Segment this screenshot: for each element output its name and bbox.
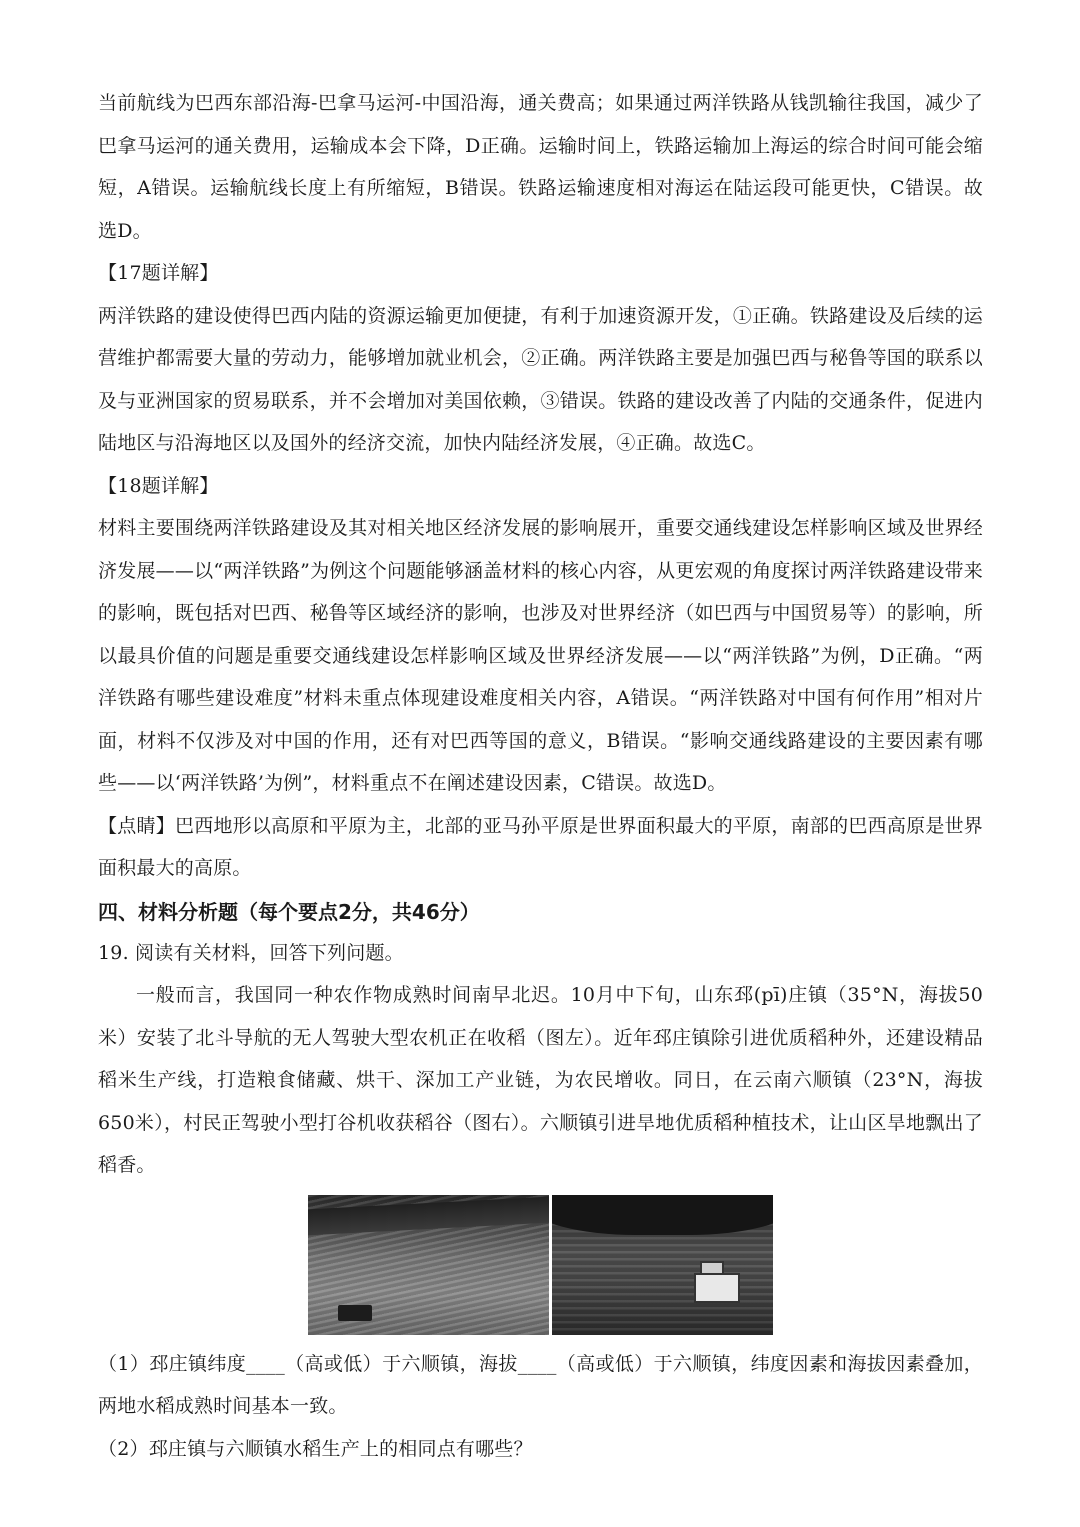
thresher-machine-icon <box>694 1273 740 1303</box>
q17-explanation: 两洋铁路的建设使得巴西内陆的资源运输更加便捷，有利于加速资源开发，①正确。铁路建设及后续的运营维护都需要大量的劳动力，能够增加就业机会，②正确。两洋铁路主要是加强巴西与秘鲁等国的联系以及与亚洲国家的贸易联系，并不会增加对美国依赖，③错误。铁路的建设改善了内陆的交通条件，促进内陆地区与沿海地区以及国外的经济交流，加快内陆经济发展，④正确。故选C。 <box>98 304 983 454</box>
answer-16-paragraph: 当前航线为巴西东部沿海-巴拿马运河-中国沿海，通关费高；如果通过两洋铁路从钱凯输往我国，减少了巴拿马运河的通关费用，运输成本会下降，D正确。运输时间上，铁路运输加上海运的综合时间可能会缩短，A错误。运输航线长度上有所缩短，B错误。铁路运输速度相对海运在陆运段可能更快，C错误。故选D。 <box>98 92 983 242</box>
q19-sub2: （2）邳庄镇与六顺镇水稻生产上的相同点有哪些？ <box>98 1437 533 1460</box>
rice-harvest-figure <box>308 1195 773 1335</box>
q19-sub1: （1）邳庄镇纬度____（高或低）于六顺镇，海拔____（高或低）于六顺镇，纬度因素和海拔因素叠加，两地水稻成熟时间基本一致。 <box>98 1352 983 1417</box>
q18-explanation: 材料主要围绕两洋铁路建设及其对相关地区经济发展的影响展开，重要交通线建设怎样影响区域及世界经济发展——以“两洋铁路”为例这个问题能够涵盖材料的核心内容，从更宏观的角度探讨两洋铁路建设带来的影响，既包括对巴西、秘鲁等区域经济的影响，也涉及对世界经济（如巴西与中国贸易等）的影响，所以最具价值的问题是重要交通线建设怎样影响区域及世界经济发展——以“两洋铁路”为例，D正确。“两洋铁路有哪些建设难度”材料未重点体现建设难度相关内容，A错误。“两洋铁路对中国有何作用”相对片面，材料不仅涉及对中国的作用，还有对巴西等国的意义，B错误。“影响交通线路建设的主要因素有哪些——以‘两洋铁路’为例”，材料重点不在阐述建设因素，C错误。故选D。 <box>98 517 983 794</box>
q19-prompt: 19. 阅读有关材料，回答下列问题。 <box>98 941 404 964</box>
dianjing-note: 【点睛】巴西地形以高原和平原为主，北部的亚马孙平原是世界面积最大的平原，南部的巴西高原是世界面积最大的高原。 <box>98 814 983 879</box>
right-photo-small-thresher <box>552 1195 773 1335</box>
harvester-machine-icon <box>338 1305 372 1321</box>
q19-material: 一般而言，我国同一种农作物成熟时间南早北迟。10月中下旬，山东邳(pī)庄镇（35°N，海拔50米）安装了北斗导航的无人驾驶大型农机正在收稻（图左）。近年邳庄镇除引进优质稻种外，还建设精品稻米生产线，打造粮食储藏、烘干、深加工产业链，为农民增收。同日，在云南六顺镇（23°N，海拔650米），村民正驾驶小型打谷机收获稻谷（图右）。六顺镇引进旱地优质稻种植技术，让山区旱地飘出了稻香。 <box>98 984 983 1176</box>
document-page <box>98 82 983 1470</box>
left-photo-large-harvester <box>308 1195 549 1335</box>
q18-heading: 【18题详解】 <box>98 474 219 497</box>
q17-heading: 【17题详解】 <box>98 262 219 284</box>
section-4-title: 四、材料分析题（每个要点2分，共46分） <box>98 899 480 924</box>
